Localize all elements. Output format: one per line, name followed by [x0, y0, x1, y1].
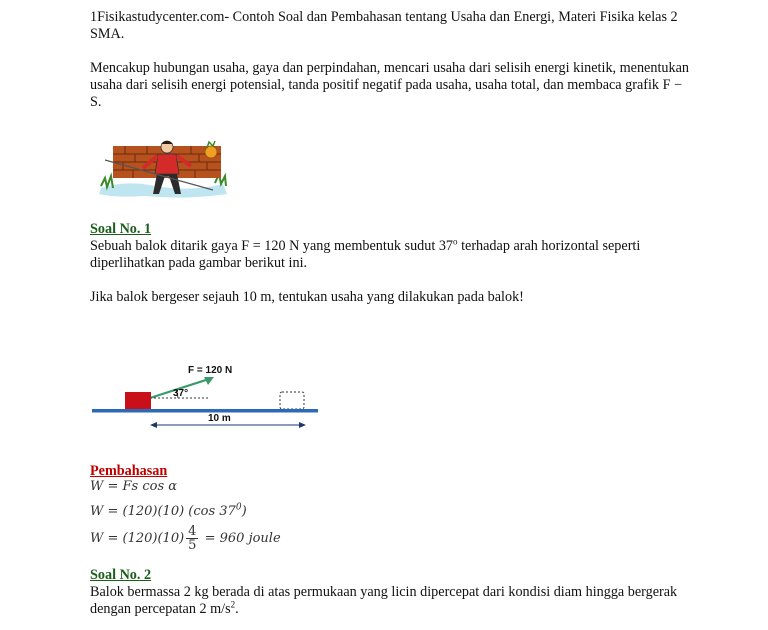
force-diagram — [90, 360, 330, 435]
angle-label: 37° — [173, 388, 189, 399]
equation-3 — [90, 525, 690, 552]
equation-3-b: = 960 joule — [204, 531, 281, 546]
soal-2-heading: Soal No. 2 — [90, 567, 152, 583]
block-start — [125, 392, 151, 409]
fraction-denominator: 5 — [188, 538, 197, 553]
equation-3-a: W = (120)(10) — [90, 531, 185, 546]
soal-1-text-b: terhadap arah horizontal seperti diperlihatkan pada gambar berikut ini. — [90, 238, 641, 271]
soal-1-section — [90, 221, 690, 306]
distance-label: 10 m — [208, 413, 231, 424]
intro-summary: Mencakup hubungan usaha, gaya dan perpindahan, mencari usaha dari selisih energi kinetik, menentukan usaha dari selisih energi potensial, tanda positif negatif pada usaha, usaha total, dan membaca grafik F − S. — [90, 60, 689, 110]
equation-2-a: W = (120)(10) (cos 37 — [90, 504, 236, 519]
soal-1-text — [90, 238, 690, 272]
soal-2-text-b: . — [235, 601, 239, 617]
floor — [92, 409, 318, 413]
soal-2-text — [90, 584, 690, 618]
intro-title-line: 1Fisikastudycenter.com- Contoh Soal dan Pembahasan tentang Usaha dan Energi, Materi Fisika kelas 2 SMA. — [90, 9, 678, 42]
equation-2-b: ) — [241, 504, 247, 519]
equation-1: W = Fs cos α — [90, 479, 178, 494]
worker-illustration — [95, 138, 235, 204]
fraction — [186, 525, 198, 552]
equation-2-sup: 0 — [235, 502, 242, 513]
soal-1-degree-sup: o — [453, 236, 458, 247]
document-page — [90, 9, 690, 111]
pembahasan-heading: Pembahasan — [90, 463, 168, 479]
soal-1-heading: Soal No. 1 — [90, 221, 152, 237]
fraction-numerator: 4 — [188, 524, 197, 539]
soal-1-text-a: Sebuah balok ditarik gaya F = 120 N yang membentuk sudut 37 — [90, 238, 454, 254]
block-end — [280, 392, 304, 409]
pembahasan-section — [90, 463, 690, 552]
force-label: F = 120 N — [188, 365, 233, 376]
soal-2-text-a: Balok bermassa 2 kg berada di atas permukaan yang licin dipercepat dari kondisi diam hingga bergerak dengan percepatan 2 m/s — [90, 584, 678, 617]
soal-2-sup: 2 — [230, 599, 236, 610]
soal-1-question: Jika balok bergeser sejauh 10 m, tentukan usaha yang dilakukan pada balok! — [90, 289, 524, 305]
equation-2 — [90, 502, 690, 521]
soal-2-section — [90, 567, 690, 618]
